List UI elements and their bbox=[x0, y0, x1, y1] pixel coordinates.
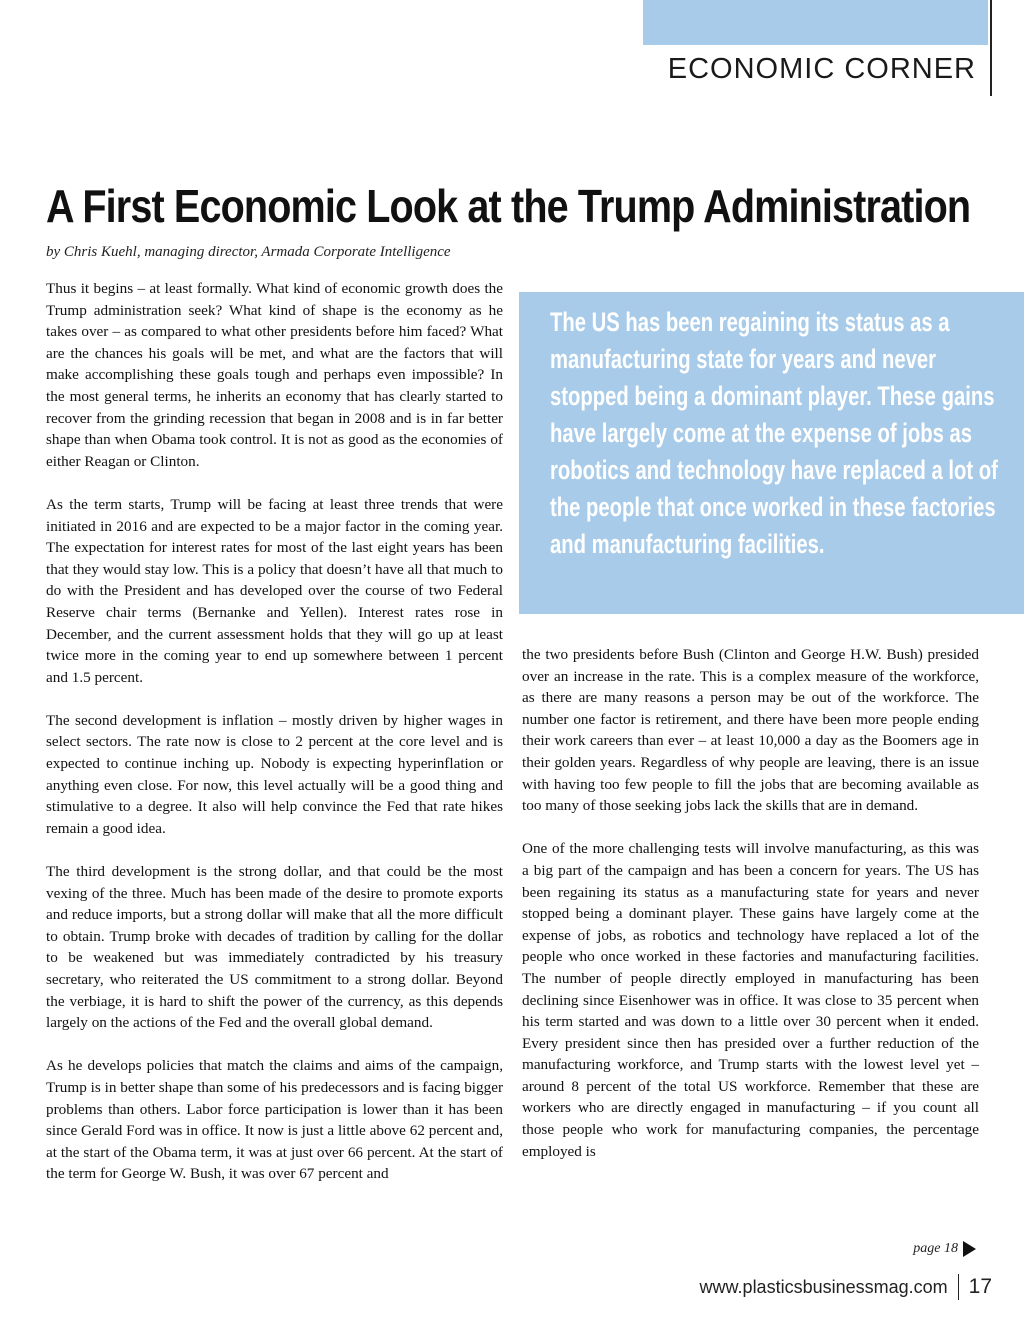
continued-on-link[interactable] bbox=[913, 1241, 976, 1257]
arrow-right-icon bbox=[963, 1241, 976, 1257]
paragraph: As the term starts, Trump will be facing at least three trends that were initiated in 2016 and are expected to be a major factor in the coming year. The expectation for interest rates for most of the last eight years has been that they would stay low. This is a policy that doesn’t have all that much to do with the President and has developed over the course of two Federal Reserve chair terms (Bernanke and Yellen). Interest rates rose in December, and the current assessment holds that they will go up at least twice more in the coming year to end up somewhere between 1 percent and 1.5 percent. bbox=[46, 495, 503, 686]
pull-quote-text: The US has been regaining its status as a manufacturing state for years and never stopped being a dominant player. These gains have largely come at the expense of jobs as robotics and technology have replaced a lot of the people that once worked in these factories and manufacturing facilities. bbox=[550, 307, 998, 559]
right-column bbox=[522, 644, 979, 1162]
left-column bbox=[46, 278, 503, 1185]
header-accent-bar bbox=[643, 0, 988, 45]
footer-divider bbox=[958, 1274, 959, 1300]
paragraph: The third development is the strong dollar, and that could be the most vexing of the three. Much has been made of the desire to promote exports and reduce imports, but a strong dollar will make that all the more difficult to obtain. Trump broke with decades of tradition by calling for the dollar to be weakened but was immediately contradicted by his treasury secretary, who reiterated the US commitment to a strong dollar. Beyond the verbiage, it is hard to shift the power of the currency, as this depends largely on the actions of the Fed and the overall global demand. bbox=[46, 863, 503, 1032]
paragraph: As he develops policies that match the claims and aims of the campaign, Trump is in better shape than some of his predecessors and is facing bigger problems than others. Labor force participation is lower than it has been since Gerald Ford was in office. It now is just a little above 62 percent and, at the start of the Obama term, it was at just over 66 percent. At the start of the term for George W. Bush, it was over 67 percent and bbox=[46, 1057, 503, 1183]
article-title: A First Economic Look at the Trump Administration bbox=[46, 180, 971, 232]
page-footer bbox=[700, 1274, 992, 1300]
page-number: 17 bbox=[968, 1275, 992, 1298]
continued-label: page 18 bbox=[913, 1241, 958, 1256]
website-url[interactable]: www.plasticsbusinessmag.com bbox=[699, 1276, 948, 1297]
article-byline: by Chris Kuehl, managing director, Armada Corporate Intelligence bbox=[46, 244, 451, 260]
header-divider bbox=[990, 0, 992, 96]
section-label: ECONOMIC CORNER bbox=[667, 53, 976, 85]
pull-quote-box bbox=[519, 292, 1024, 614]
paragraph: The second development is inflation – mostly driven by higher wages in select sectors. The rate now is close to 2 percent at the core level and is expected to continue inching up. Nobody is expecting hyperinflation or anything even close. For now, this level actually will be a good thing and stimulative to a degree. It also will help convince the Fed that rate hikes remain a good idea. bbox=[46, 711, 503, 837]
paragraph: Thus it begins – at least formally. What kind of economic growth does the Trump administration seek? What kind of shape is the economy as he takes over – as compared to what other presidents before him faced? What are the chances his goals will be met, and what are the factors that will make accomplishing these goals tough and perhaps even impossible? In the most general terms, he inherits an economy that has clearly started to recover from the grinding recession that began in 2008 and is in far better shape than when Obama took control. It is not as good as the economies of either Reagan or Clinton. bbox=[46, 280, 503, 470]
paragraph: One of the more challenging tests will involve manufacturing, as this was a big part of the campaign and has been a concern for years. The US has been regaining its status as a manufacturing state for years and never stopped being a dominant player. These gains have largely come at the expense of jobs, as robotics and technology have replaced a lot of the people who once worked in these factories and manufacturing facilities. The number of people directly employed in manufacturing has been declining since Eisenhower was in office. It was close to 35 percent when his term started and was down to a little over 30 percent when it ended. Every president since then has presided over a further reduction of the manufacturing workforce, and Trump starts with the lowest level yet – around 8 percent of the total US workforce. Remember that these are workers who are directly engaged in manufacturing – if you count all those people who work for manufacturing companies, the percentage employed is bbox=[522, 840, 979, 1160]
paragraph: the two presidents before Bush (Clinton and George H.W. Bush) presided over an increase in the rate. This is a complex measure of the workforce, as there are many reasons a person may be out of the workforce. The number one factor is retirement, and there have been more people ending their work careers than ever – at least 10,000 a day as the Boomers age in their golden years. Regardless of why people are leaving, there is an issue with having too few people to fill the jobs that are becoming available as too many of those seeking jobs lack the skills that are in demand. bbox=[522, 646, 979, 815]
